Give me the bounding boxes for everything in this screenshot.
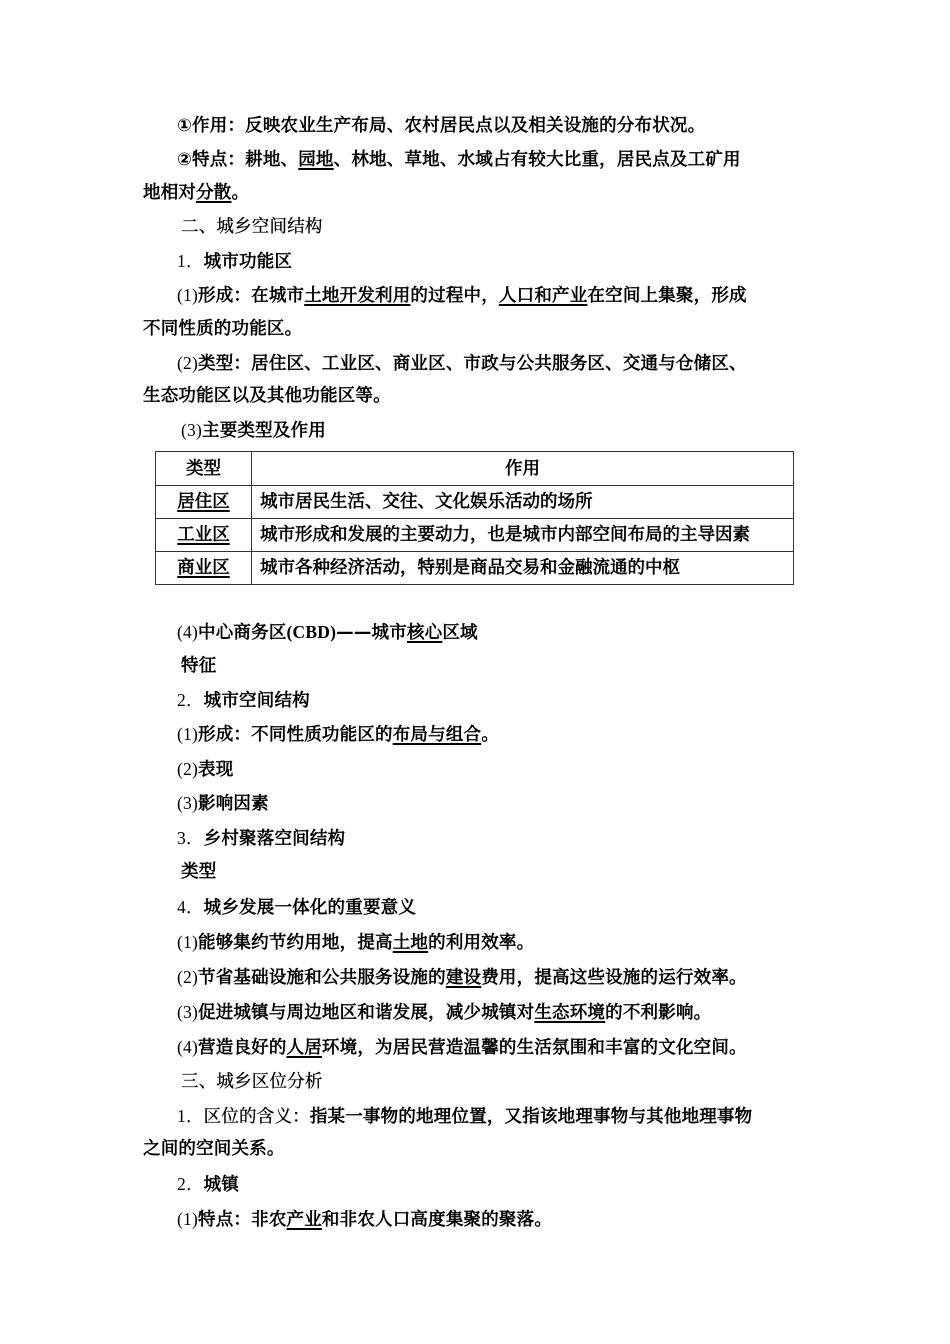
subsection-heading: [177, 688, 310, 713]
text: 节省基础设施和公共服务设施的: [198, 968, 446, 988]
underlined-answer: 产业: [286, 1210, 322, 1230]
cell-type: [156, 519, 252, 552]
paragraph-main-types: [181, 418, 326, 443]
number: (4): [177, 622, 199, 642]
cell-type: [156, 486, 252, 519]
paragraph-formation: [177, 283, 747, 308]
subsection-heading: [177, 895, 416, 920]
text: 中心商务区: [198, 623, 287, 643]
text: 环境，为居民营造温馨的生活氛围和丰富的文化空间。: [321, 1038, 747, 1058]
underlined-answer: 土地: [392, 933, 429, 953]
number: (2): [177, 353, 199, 373]
subsection-heading: [177, 1172, 239, 1197]
text: 。: [231, 183, 250, 203]
cell-type: [156, 552, 252, 585]
underlined-answer: 生态环境: [534, 1003, 606, 1023]
section-heading: 二、城乡空间结构: [181, 217, 323, 237]
text: 的不利影响。: [605, 1003, 712, 1023]
table-row: [156, 552, 794, 585]
paragraph-types: [177, 351, 747, 376]
type-label: 类型: [181, 862, 217, 882]
title: 城市功能区: [203, 252, 293, 272]
paragraph-feature: [177, 148, 741, 172]
paragraph-function: [177, 114, 705, 138]
title: 主要类型及作用: [202, 421, 326, 441]
number: (1): [177, 285, 199, 305]
paragraph-cbd: [177, 620, 478, 645]
number: (1): [177, 932, 199, 952]
number: (3): [177, 793, 199, 813]
paragraph-types-cont: 生态功能区以及其他功能区等。: [143, 386, 391, 406]
paragraph-location-meaning: [177, 1104, 752, 1129]
underlined-answer: 人居: [286, 1038, 322, 1058]
number: (2): [177, 759, 199, 779]
title: 城市空间结构: [203, 691, 310, 711]
subsection-heading: [177, 826, 345, 851]
underlined-answer: 土地开发利用: [304, 286, 411, 306]
text: 特点：非农: [198, 1210, 287, 1230]
underlined-answer: 居住区: [177, 492, 230, 512]
table-header-row: [156, 452, 794, 486]
feature-label: 特征: [181, 656, 217, 676]
text: 。: [481, 725, 499, 745]
text: 类型：居住区、工业区、商业区、市政与公共服务区、交通与仓储区、: [198, 354, 747, 374]
number: 4．: [177, 897, 204, 917]
number: (3): [181, 420, 203, 440]
number: 1．: [177, 1106, 204, 1126]
text: 费用，提高这些设施的运行效率。: [481, 968, 747, 988]
underlined-answer: 分散: [196, 183, 232, 203]
label: 区位的含义：: [203, 1107, 310, 1127]
text: 促进城镇与周边地区和谐发展，减少城镇对: [198, 1003, 535, 1023]
text: 的利用效率。: [428, 933, 535, 953]
number: 3．: [177, 828, 204, 848]
text: 和非农人口高度集聚的聚落。: [321, 1210, 553, 1230]
column-header-type: 类型: [156, 452, 252, 486]
paragraph-formation-cont: 不同性质的功能区。: [143, 319, 303, 339]
number: (2): [177, 967, 199, 987]
paragraph-significance-3: [177, 1000, 711, 1025]
number: (3): [177, 1002, 199, 1022]
text: 、林地、草地、水域占有较大比重，居民点及工矿用: [333, 150, 741, 170]
label: ①作用：: [177, 116, 246, 136]
table-row: [156, 519, 794, 552]
text: 的过程中，: [410, 286, 499, 306]
paragraph-significance-4: [177, 1035, 747, 1060]
title: 城乡发展一体化的重要意义: [203, 898, 417, 918]
underlined-answer: 人口和产业: [498, 286, 588, 306]
text: 耕地、: [245, 150, 299, 170]
text: 区域: [442, 623, 478, 643]
subsection-heading: [177, 249, 292, 274]
functional-zone-table: [155, 451, 794, 585]
number: 1．: [177, 251, 204, 271]
paragraph-feature-cont: [143, 181, 249, 205]
text: 能够集约节约用地，提高: [198, 933, 393, 953]
text: 营造良好的: [198, 1038, 287, 1058]
number: (1): [177, 724, 199, 744]
cell-desc: 城市居民生活、交往、文化娱乐活动的场所: [252, 486, 794, 519]
underlined-answer: 工业区: [177, 525, 230, 545]
number: (4): [177, 1037, 199, 1057]
text: 在空间上集聚，形成: [587, 286, 747, 306]
text: 指某一事物的地理位置，又指该地理事物与其他地理事物: [309, 1107, 753, 1127]
column-header-function: 作用: [252, 452, 794, 486]
cell-desc: 城市形成和发展的主要动力，也是城市内部空间布局的主导因素: [252, 519, 794, 552]
underlined-answer: 布局与组合: [392, 725, 482, 745]
underlined-answer: 园地: [298, 150, 334, 170]
title: 乡村聚落空间结构: [203, 829, 346, 849]
number: 2．: [177, 690, 204, 710]
paragraph-factors: [177, 791, 269, 816]
number: 2．: [177, 1174, 204, 1194]
label: ②特点：: [177, 150, 246, 170]
underlined-answer: 商业区: [177, 558, 230, 578]
title: 表现: [198, 760, 234, 780]
section-heading: 三、城乡区位分析: [181, 1072, 323, 1092]
underlined-answer: 建设: [445, 968, 482, 988]
abbrev: (CBD): [286, 622, 337, 642]
title: 城镇: [203, 1175, 240, 1195]
text: 地相对: [143, 183, 197, 203]
text: ——城市: [336, 623, 407, 643]
paragraph-structure-formation: [177, 722, 499, 747]
paragraph-significance-2: [177, 965, 747, 990]
cell-desc: 城市各种经济活动，特别是商品交易和金融流通的中枢: [252, 552, 794, 585]
text: 形成：在城市: [198, 286, 305, 306]
paragraph-significance-1: [177, 930, 534, 955]
title: 影响因素: [198, 794, 269, 814]
number: (1): [177, 1209, 199, 1229]
text: 形成：不同性质功能区的: [198, 725, 393, 745]
paragraph-expression: [177, 757, 233, 782]
paragraph-town-feature: [177, 1207, 552, 1232]
table-row: [156, 486, 794, 519]
paragraph-location-meaning-cont: 之间的空间关系。: [143, 1139, 285, 1159]
underlined-answer: 核心: [406, 623, 443, 643]
text: 反映农业生产布局、农村居民点以及相关设施的分布状况。: [245, 116, 706, 136]
